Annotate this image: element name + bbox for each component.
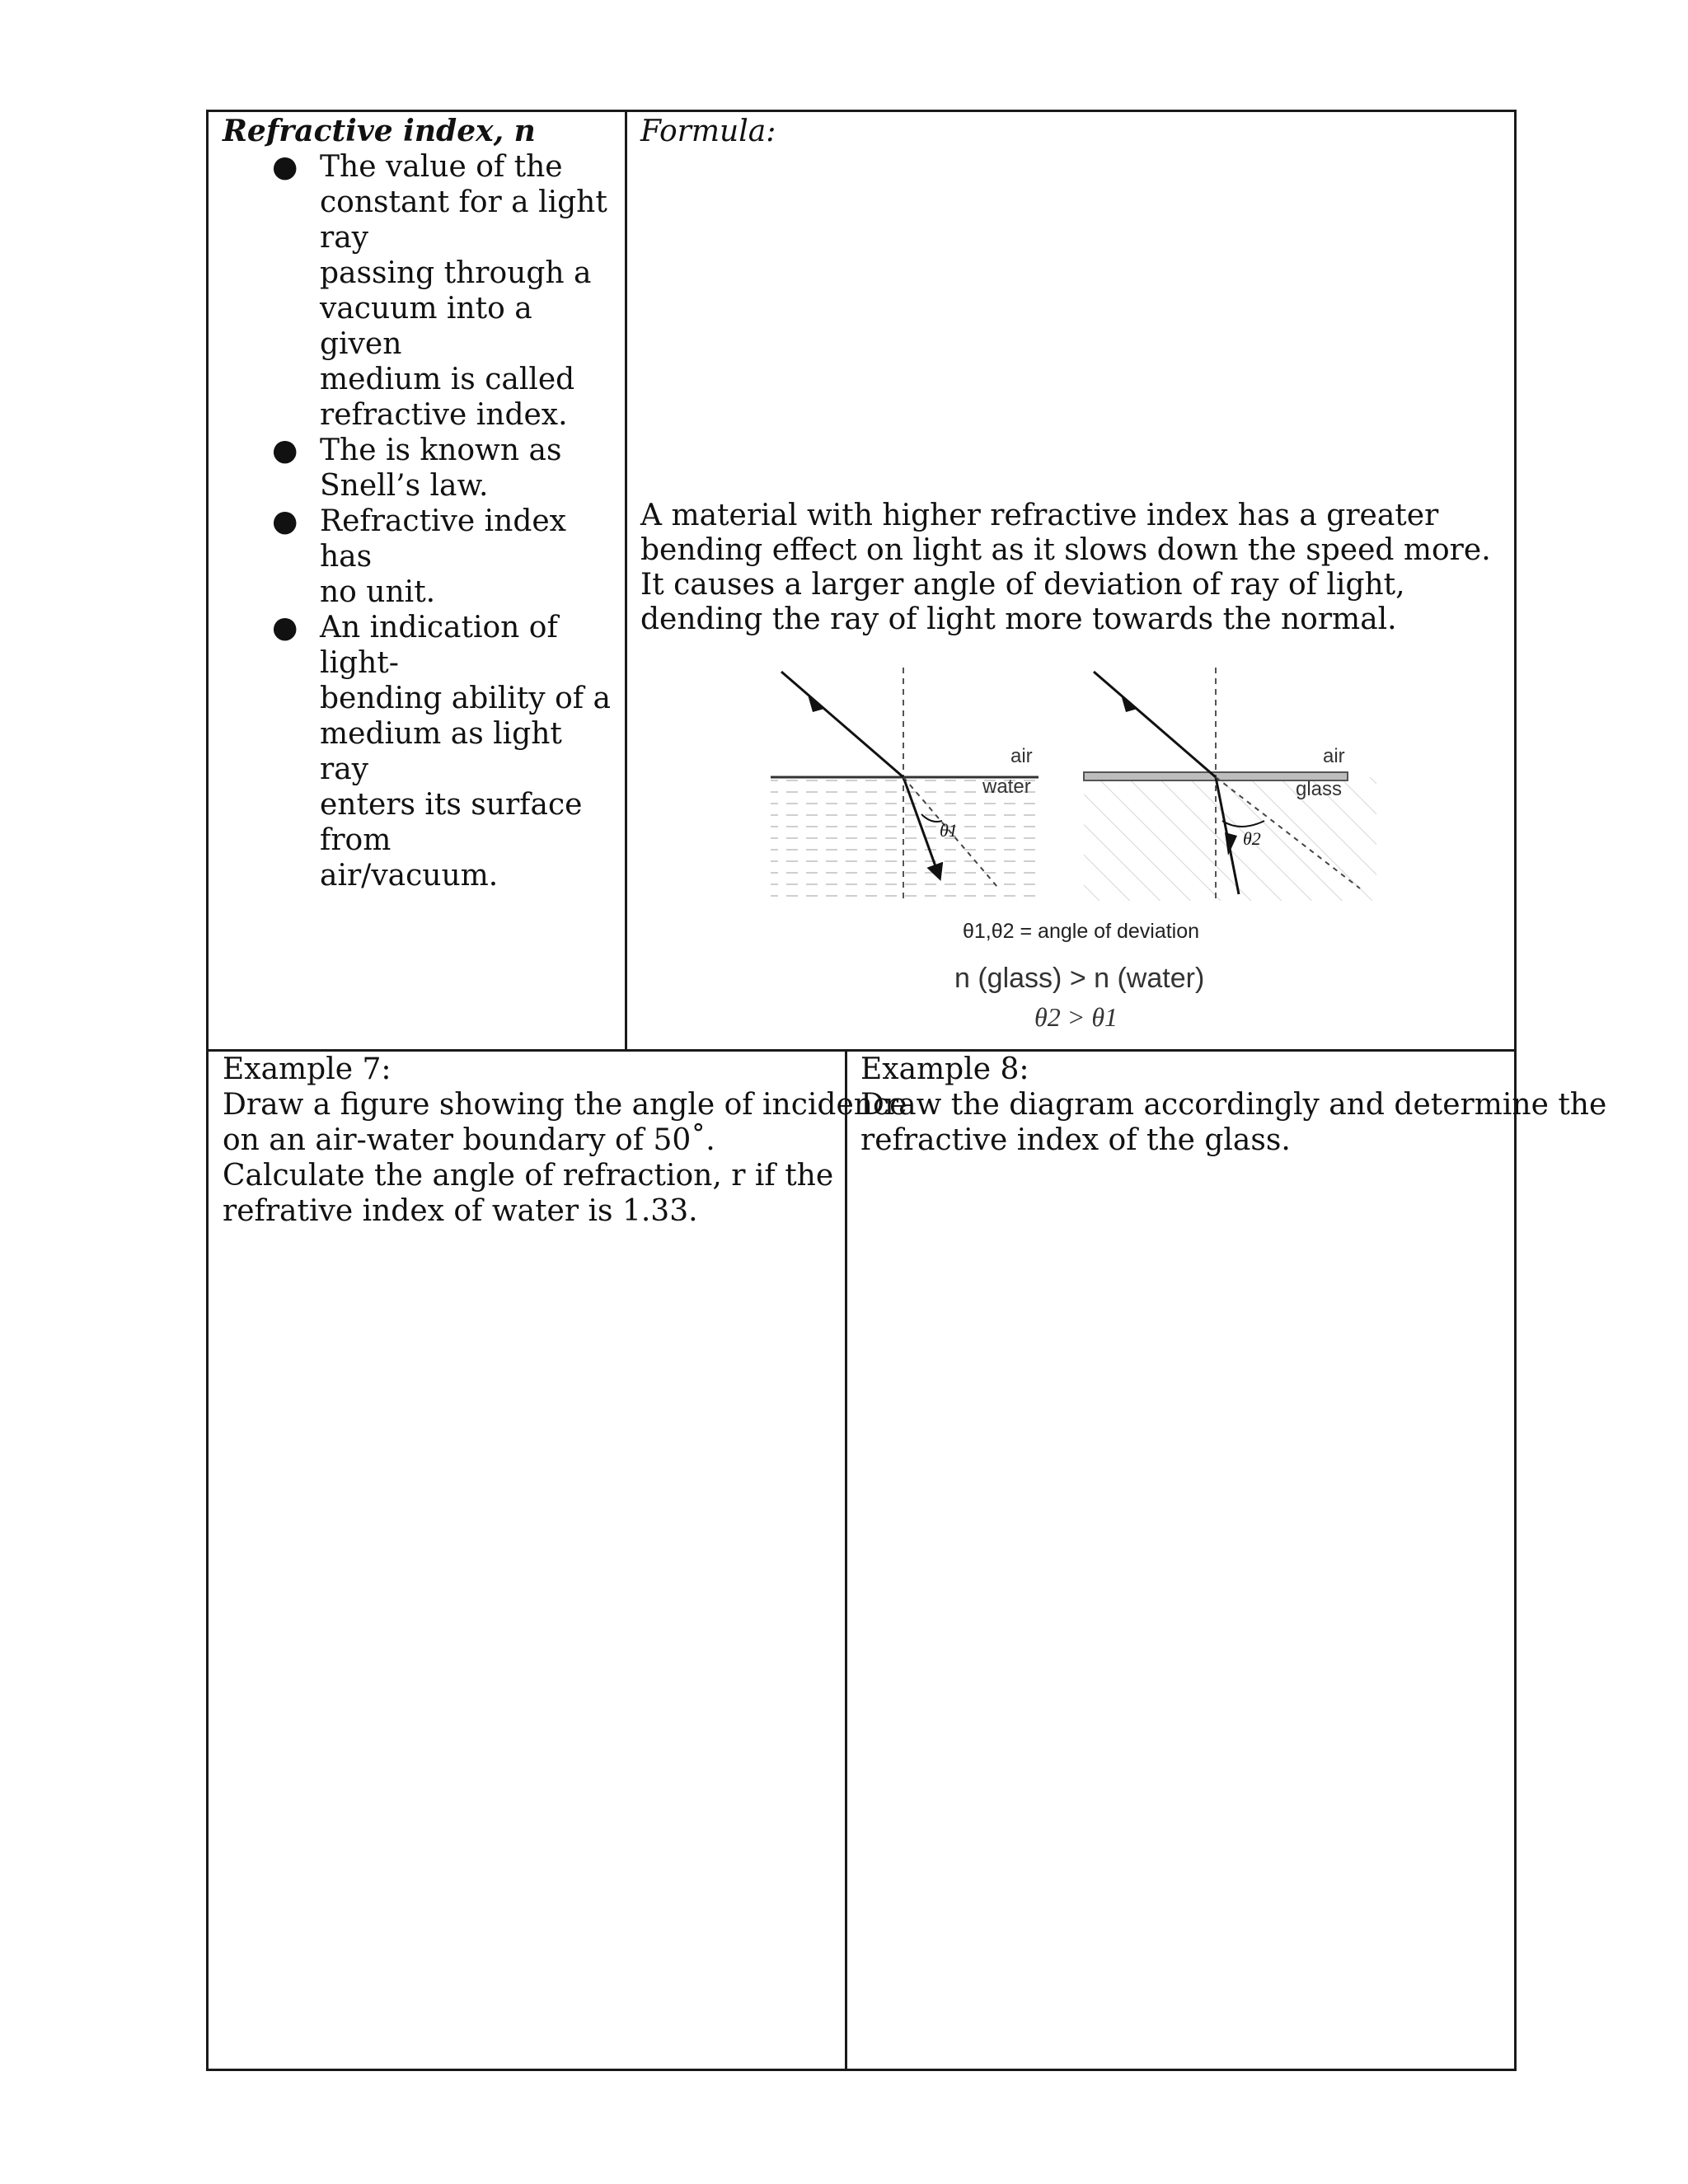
- section-title: Refractive index, n: [223, 114, 536, 148]
- air-water-panel: [771, 668, 1039, 901]
- example-7-line: Calculate the angle of refraction, r if the: [223, 1159, 834, 1193]
- list-item: ● An indication of light- bending ability of a medium as light ray enters its surface from air/vacuum.: [272, 611, 611, 893]
- bottom-row-divider: [845, 1049, 847, 2071]
- definition-list: [272, 149, 617, 893]
- example-8-line: refractive index of the glass.: [860, 1123, 1291, 1157]
- example-7-line: Draw a figure showing the angle of incidence: [223, 1088, 907, 1122]
- air-glass-panel: [1084, 668, 1376, 901]
- list-item: ● The is known as Snell’s law.: [272, 434, 562, 503]
- example-8-heading: Example 8:: [860, 1052, 1029, 1086]
- refraction-figure: [767, 659, 1393, 1055]
- bullet-icon: ●: [272, 611, 298, 644]
- incident-arrow-icon: [1121, 695, 1137, 712]
- list-item: ● The value of the constant for a light ray passing through a vacuum into a given medium is called refractive index.: [272, 150, 607, 432]
- bending-paragraph: A material with higher refractive index has a greater bending effect on light as it slows down the speed more. It causes a larger angle of deviation of ray of light, dending the ray of light more towards the normal.: [640, 499, 1491, 636]
- example-7-heading: Example 7:: [223, 1052, 392, 1086]
- glass-label: glass: [1296, 778, 1343, 800]
- bullet-icon: ●: [272, 504, 298, 538]
- incident-arrow-icon: [808, 695, 824, 712]
- deviation-caption: θ1,θ2 = angle of deviation: [963, 920, 1200, 943]
- example-7-line: on an air-water boundary of 50˚.: [223, 1123, 715, 1157]
- incident-ray: [1094, 672, 1216, 777]
- air-label: air: [1010, 745, 1033, 767]
- bullet-icon: ●: [272, 434, 298, 467]
- bullet-icon: ●: [272, 150, 298, 184]
- formula-label: Formula:: [640, 115, 776, 148]
- index-comparison: n (glass) > n (water): [954, 963, 1205, 994]
- angle-comparison: θ2 > θ1: [1034, 1002, 1118, 1032]
- theta2-label: θ2: [1243, 828, 1261, 849]
- theta1-label: θ1: [940, 820, 958, 841]
- incident-ray: [781, 672, 903, 777]
- top-row-divider: [625, 110, 627, 1052]
- list-item: ● Refractive index has no unit.: [272, 504, 566, 609]
- example-8-line: Draw the diagram accordingly and determine the: [860, 1088, 1607, 1122]
- example-7-line: refrative index of water is 1.33.: [223, 1194, 698, 1228]
- water-label: water: [982, 776, 1031, 798]
- air-label: air: [1323, 745, 1345, 767]
